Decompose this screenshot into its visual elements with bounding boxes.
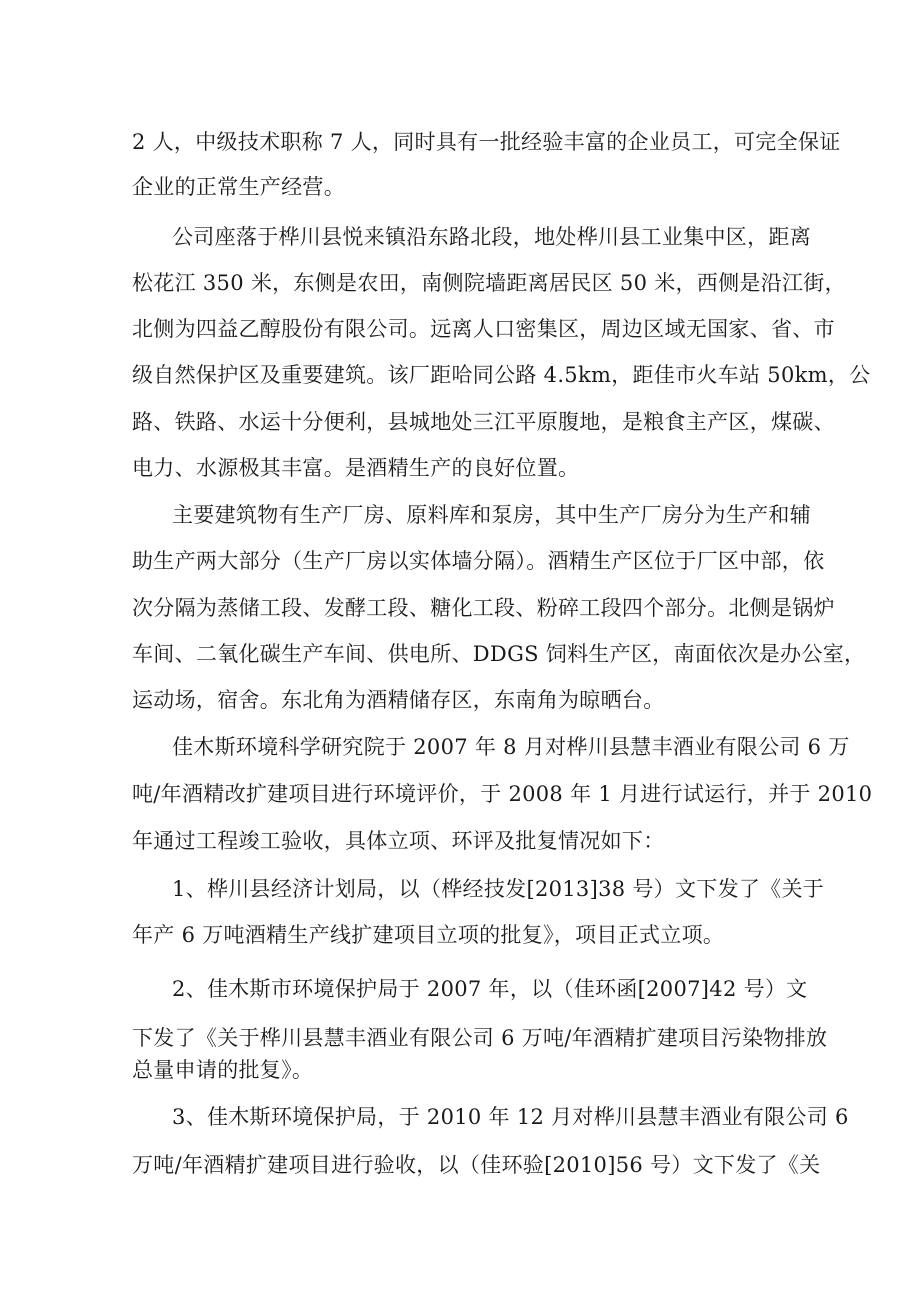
text-line: 松花江 350 米，东侧是农田，南侧院墙距离居民区 50 米，西侧是沿江街，	[132, 271, 846, 295]
paragraph-start-line: 1、桦川县经济计划局，以（桦经技发[2013]38 号）文下发了《关于	[172, 877, 825, 901]
text-line: 吨/年酒精改扩建项目进行环境评价，于 2008 年 1 月进行试运行，并于 2010	[132, 782, 873, 806]
paragraph-start-line: 公司座落于桦川县悦来镇沿东路北段，地处桦川县工业集中区，距离	[172, 225, 811, 249]
text-line: 万吨/年酒精扩建项目进行验收，以（佳环验[2010]56 号）文下发了《关	[132, 1153, 821, 1177]
text-line: 次分隔为蒸储工段、发酵工段、糖化工段、粉碎工段四个部分。北侧是锅炉	[132, 596, 835, 620]
text-line: 助生产两大部分（生产厂房以实体墙分隔）。酒精生产区位于厂区中部，依	[132, 549, 825, 573]
text-line: 总量申请的批复》。	[132, 1058, 314, 1082]
text-line: 级自然保护区及重要建筑。该厂距哈同公路 4.5km，距佳市火车站 50km，公	[132, 363, 871, 387]
text-line: 车间、二氧化碳生产车间、供电所、DDGS 饲料生产区，南面依次是办公室，	[132, 642, 866, 666]
paragraph-start-line: 3、佳木斯环境保护局，于 2010 年 12 月对桦川县慧丰酒业有限公司 6	[172, 1105, 849, 1129]
text-line: 企业的正常生产经营。	[132, 175, 345, 199]
text-line: 路、铁路、水运十分便利，县城地处三江平原腹地，是粮食主产区，煤碳、	[132, 410, 835, 434]
text-line: 年产 6 万吨酒精生产线扩建项目立项的批复》，项目正式立项。	[132, 923, 725, 947]
text-line: 下发了《关于桦川县慧丰酒业有限公司 6 万吨/年酒精扩建项目污染物排放	[132, 1026, 828, 1050]
text-line: 电力、水源极其丰富。是酒精生产的良好位置。	[132, 456, 580, 480]
text-line: 年通过工程竣工验收，具体立项、环评及批复情况如下：	[132, 829, 665, 853]
paragraph-start-line: 佳木斯环境科学研究院于 2007 年 8 月对桦川县慧丰酒业有限公司 6 万	[172, 735, 850, 759]
text-line: 北侧为四益乙醇股份有限公司。远离人口密集区，周边区域无国家、省、市	[132, 317, 835, 341]
paragraph-start-line: 主要建筑物有生产厂房、原料库和泵房，其中生产厂房分为生产和辅	[172, 503, 811, 527]
text-line: 2 人，中级技术职称 7 人，同时具有一批经验丰富的企业员工，可完全保证	[132, 130, 841, 154]
text-line: 运动场，宿舍。东北角为酒精储存区，东南角为晾晒台。	[132, 688, 665, 712]
paragraph-start-line: 2、佳木斯市环境保护局于 2007 年，以（佳环函[2007]42 号）文	[172, 977, 808, 1001]
